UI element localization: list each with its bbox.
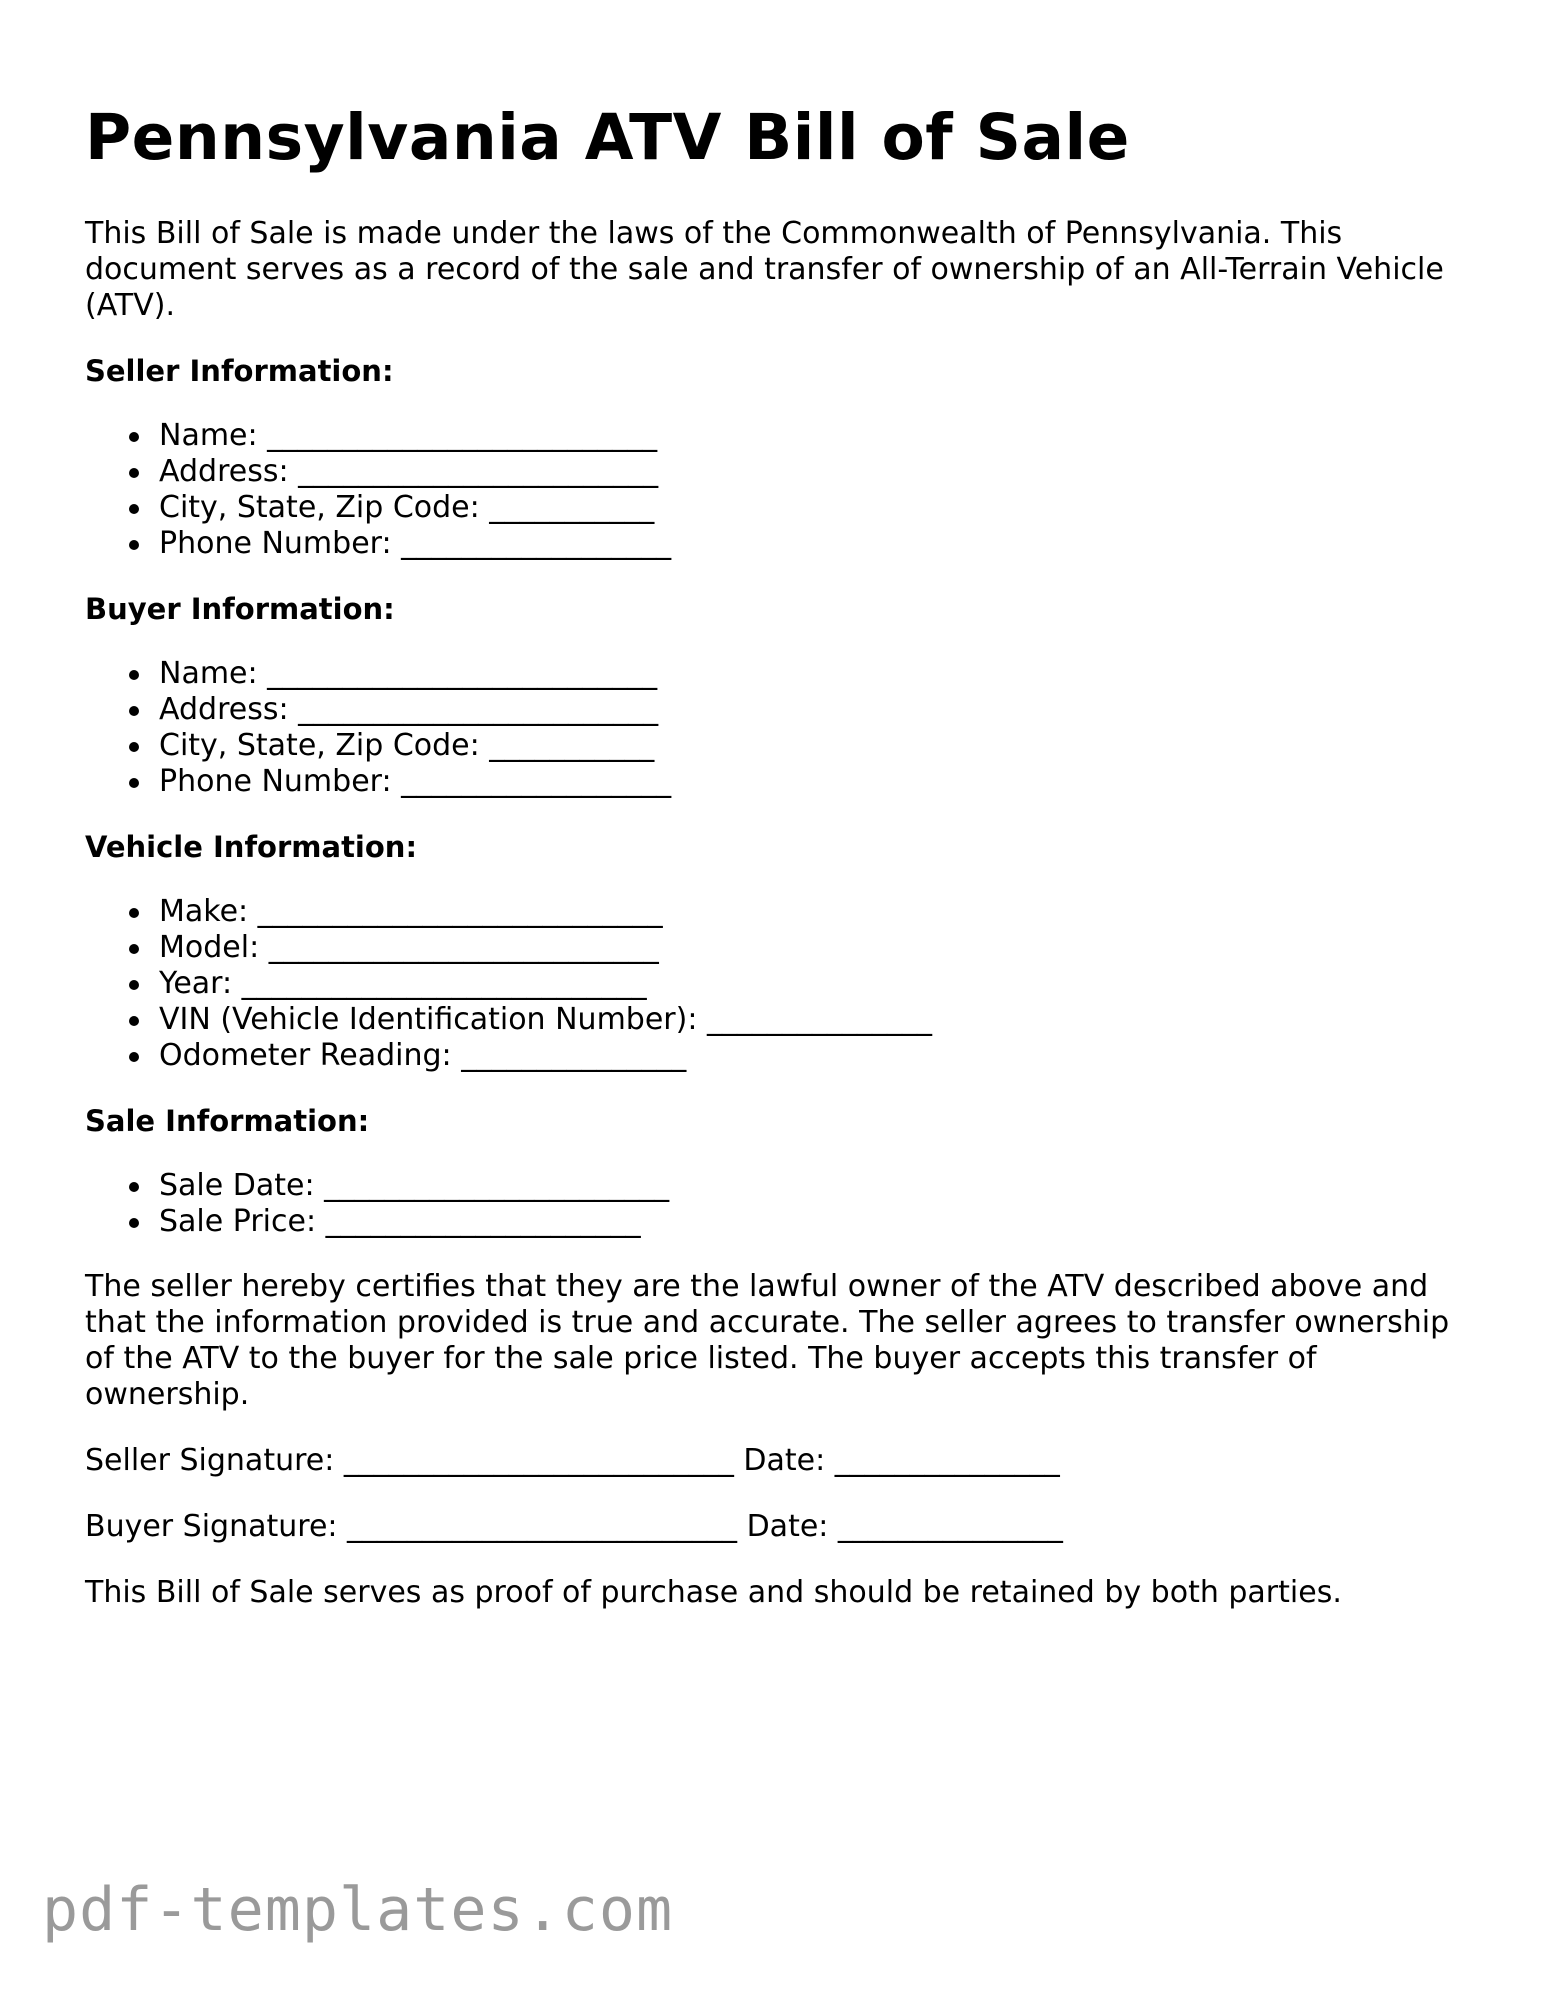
- buyer-city-state-zip-field: City, State, Zip Code: ___________: [159, 728, 1485, 764]
- sale-information-list: [85, 1168, 1485, 1240]
- vehicle-vin-field: VIN (Vehicle Identification Number): _______________: [159, 1002, 1485, 1038]
- sale-price-field: Sale Price: _____________________: [159, 1204, 1485, 1240]
- buyer-information-heading: Buyer Information:: [85, 591, 395, 626]
- vehicle-model-field: Model: __________________________: [159, 930, 1485, 966]
- closing-paragraph: This Bill of Sale serves as proof of purchase and should be retained by both parties.: [85, 1574, 1342, 1610]
- buyer-name-field: Name: __________________________: [159, 656, 1485, 692]
- seller-information-list: [85, 418, 1485, 562]
- document-page: [85, 100, 1485, 1611]
- buyer-signature-line: Buyer Signature: __________________________ Date: _______________: [85, 1508, 1063, 1544]
- document-title: Pennsylvania ATV Bill of Sale: [85, 101, 1130, 174]
- seller-information-heading: Seller Information:: [85, 353, 394, 388]
- seller-address-field: Address: ________________________: [159, 454, 1485, 490]
- sale-date-field: Sale Date: _______________________: [159, 1168, 1485, 1204]
- intro-paragraph: This Bill of Sale is made under the laws of the Commonwealth of Pennsylvania. This document serves as a record of the sale and transfer of ownership of an All-Terrain Vehicle (ATV).: [85, 215, 1444, 323]
- watermark: pdf-templates.com: [42, 1875, 674, 1945]
- buyer-information-list: [85, 656, 1485, 800]
- vehicle-make-field: Make: ___________________________: [159, 894, 1485, 930]
- sale-information-heading: Sale Information:: [85, 1103, 370, 1138]
- vehicle-odometer-field: Odometer Reading: _______________: [159, 1038, 1485, 1074]
- buyer-address-field: Address: ________________________: [159, 692, 1485, 728]
- vehicle-information-list: [85, 894, 1485, 1074]
- seller-city-state-zip-field: City, State, Zip Code: ___________: [159, 490, 1485, 526]
- certification-paragraph: The seller hereby certifies that they are the lawful owner of the ATV described above and that the information provided is true and accurate. The seller agrees to transfer ownership of the ATV to the buyer for the sale price listed. The buyer accepts this transfer of ownership.: [85, 1268, 1450, 1412]
- seller-phone-field: Phone Number: __________________: [159, 526, 1485, 562]
- buyer-phone-field: Phone Number: __________________: [159, 764, 1485, 800]
- vehicle-year-field: Year: ___________________________: [159, 966, 1485, 1002]
- vehicle-information-heading: Vehicle Information:: [85, 829, 418, 864]
- seller-signature-line: Seller Signature: __________________________ Date: _______________: [85, 1442, 1060, 1478]
- seller-name-field: Name: __________________________: [159, 418, 1485, 454]
